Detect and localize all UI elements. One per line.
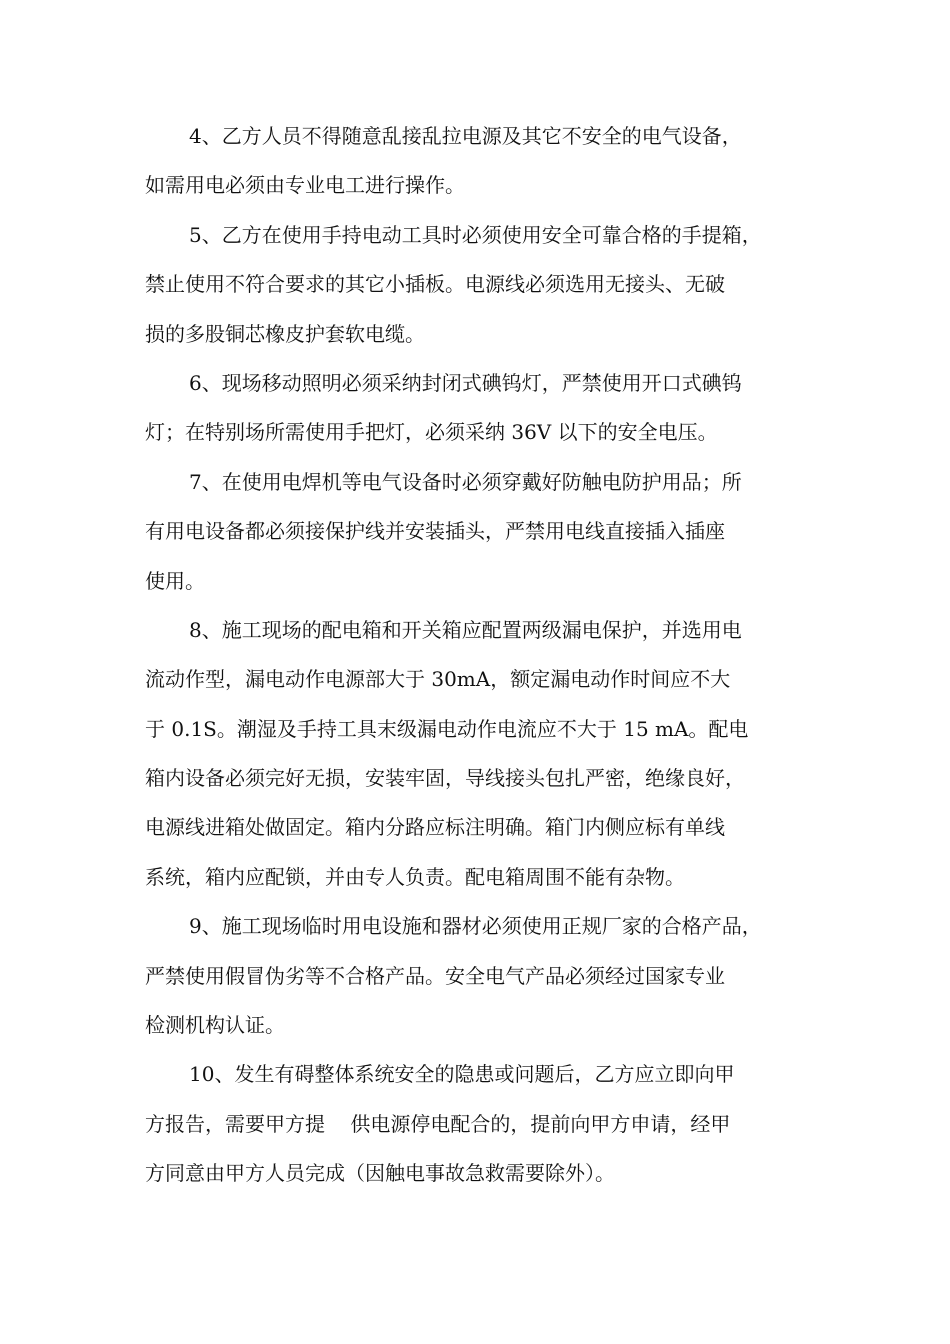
text-line: 方同意由甲方人员完成（因触电事故急救需要除外）。 [145, 1161, 615, 1186]
text-line: 方报告，需要甲方提 供电源停电配合的，提前向甲方申请，经甲 [145, 1111, 731, 1136]
text-line: 流动作型，漏电动作电源部大于 30mA，额定漏电动作时间应不大 [145, 667, 731, 692]
text-line: 4、乙方人员不得随意乱接乱拉电源及其它不安全的电气设备， [189, 124, 742, 148]
text-line: 严禁使用假冒伪劣等不合格产品。安全电气产品必须经过国家专业 [145, 963, 725, 988]
text-line: 6、现场移动照明必须采纳封闭式碘钨灯，严禁使用开口式碘钨 [189, 370, 742, 395]
text-line: 灯；在特别场所需使用手把灯，必须采纳 36V 以下的安全电压。 [145, 420, 718, 445]
text-line: 9、施工现场临时用电设施和器材必须使用正规厂家的合格产品， [189, 914, 762, 939]
text-line: 损的多股铜芯橡皮护套软电缆。 [145, 321, 425, 346]
text-line: 有用电设备都必须接保护线并安装插头，严禁用电线直接插入插座 [145, 519, 725, 544]
text-line: 5、乙方在使用手持电动工具时必须使用安全可靠合格的手提箱， [189, 222, 762, 247]
text-line: 箱内设备必须完好无损，安装牢固，导线接头包扎严密，绝缘良好， [145, 766, 745, 791]
text-line: 电源线进箱处做固定。箱内分路应标注明确。箱门内侧应标有单线 [145, 815, 725, 840]
text-line: 禁止使用不符合要求的其它小插板。电源线必须选用无接头、无破 [145, 272, 725, 297]
text-line: 使用。 [145, 568, 205, 593]
text-line: 如需用电必须由专业电工进行操作。 [145, 173, 465, 198]
text-line: 7、在使用电焊机等电气设备时必须穿戴好防触电防护用品；所 [189, 469, 742, 494]
text-line: 于 0.1S。潮湿及手持工具末级漏电动作电流应不大于 15 mA。配电 [145, 716, 749, 741]
text-line: 10、发生有碍整体系统安全的隐患或问题后，乙方应立即向甲 [189, 1062, 735, 1087]
document-body [145, 112, 835, 1199]
text-line: 8、施工现场的配电箱和开关箱应配置两级漏电保护，并选用电 [189, 617, 742, 642]
text-line: 检测机构认证。 [145, 1013, 285, 1038]
text-line: 系统，箱内应配锁，并由专人负责。配电箱周围不能有杂物。 [145, 864, 685, 889]
